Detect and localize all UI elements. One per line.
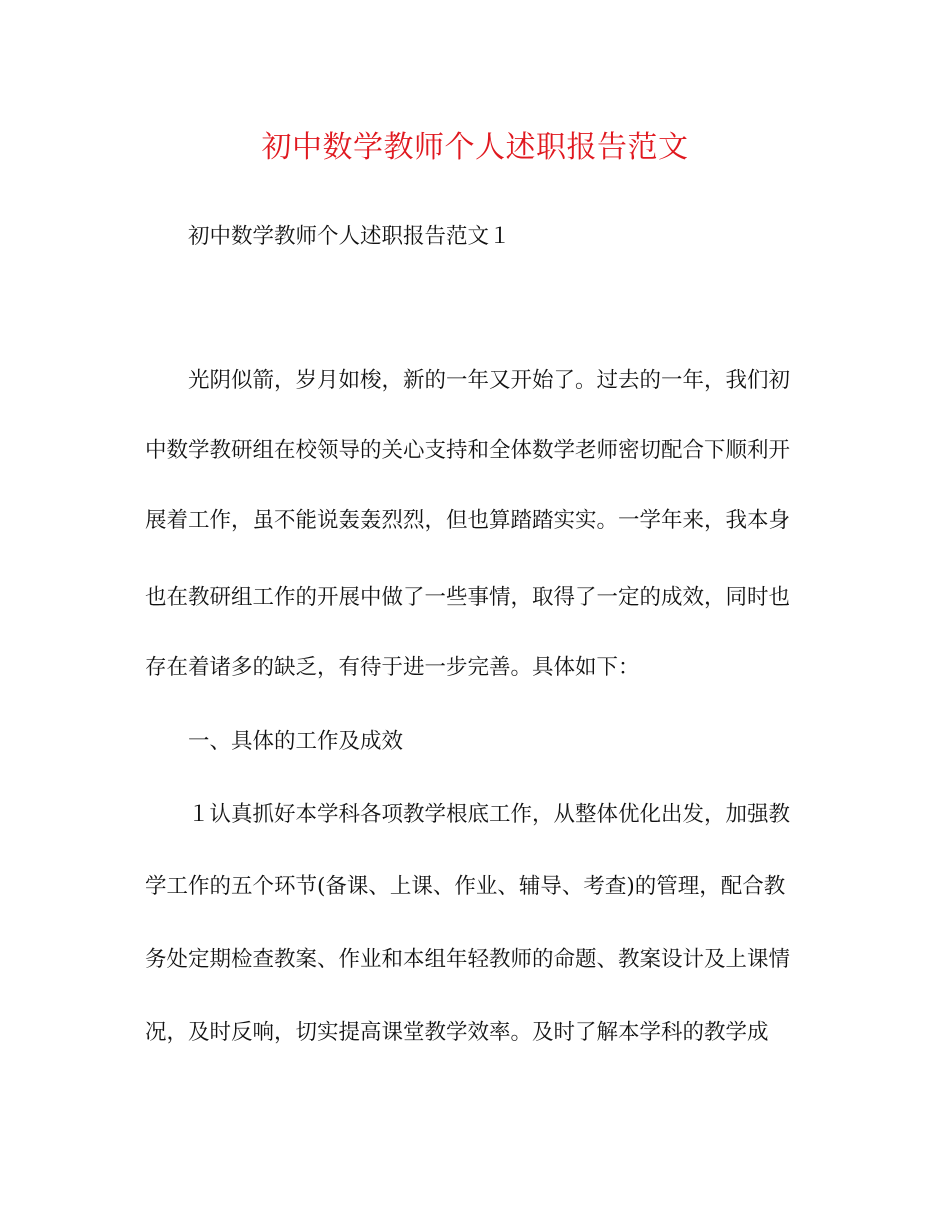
paragraph-line: 也在教研组工作的开展中做了一些事情，取得了一定的成效，同时也	[145, 585, 791, 610]
section-heading: 一、具体的工作及成效	[188, 729, 404, 754]
paragraph-line: 光阴似箭，岁月如梭，新的一年又开始了。过去的一年，我们初	[188, 368, 791, 393]
paragraph-line: 况，及时反响，切实提高课堂教学效率。及时了解本学科的教学成	[145, 1020, 769, 1045]
paragraph-line: 中数学教研组在校领导的关心支持和全体数学老师密切配合下顺利开	[145, 438, 791, 463]
paragraph-line: 务处定期检查教案、作业和本组年轻教师的命题、教案设计及上课情	[145, 947, 791, 972]
paragraph-line: 学工作的五个环节(备课、上课、作业、辅导、考查)的管理，配合教	[145, 874, 786, 899]
paragraph-line: 展着工作，虽不能说轰轰烈烈，但也算踏踏实实。一学年来，我本身	[145, 508, 791, 533]
section-subtitle: 初中数学教师个人述职报告范文１	[188, 224, 511, 249]
document-title: 初中数学教师个人述职报告范文	[261, 130, 689, 165]
paragraph-line: 存在着诸多的缺乏，有待于进一步完善。具体如下：	[145, 655, 640, 680]
paragraph-line: １认真抓好本学科各项教学根底工作，从整体优化出发，加强教	[188, 802, 791, 827]
